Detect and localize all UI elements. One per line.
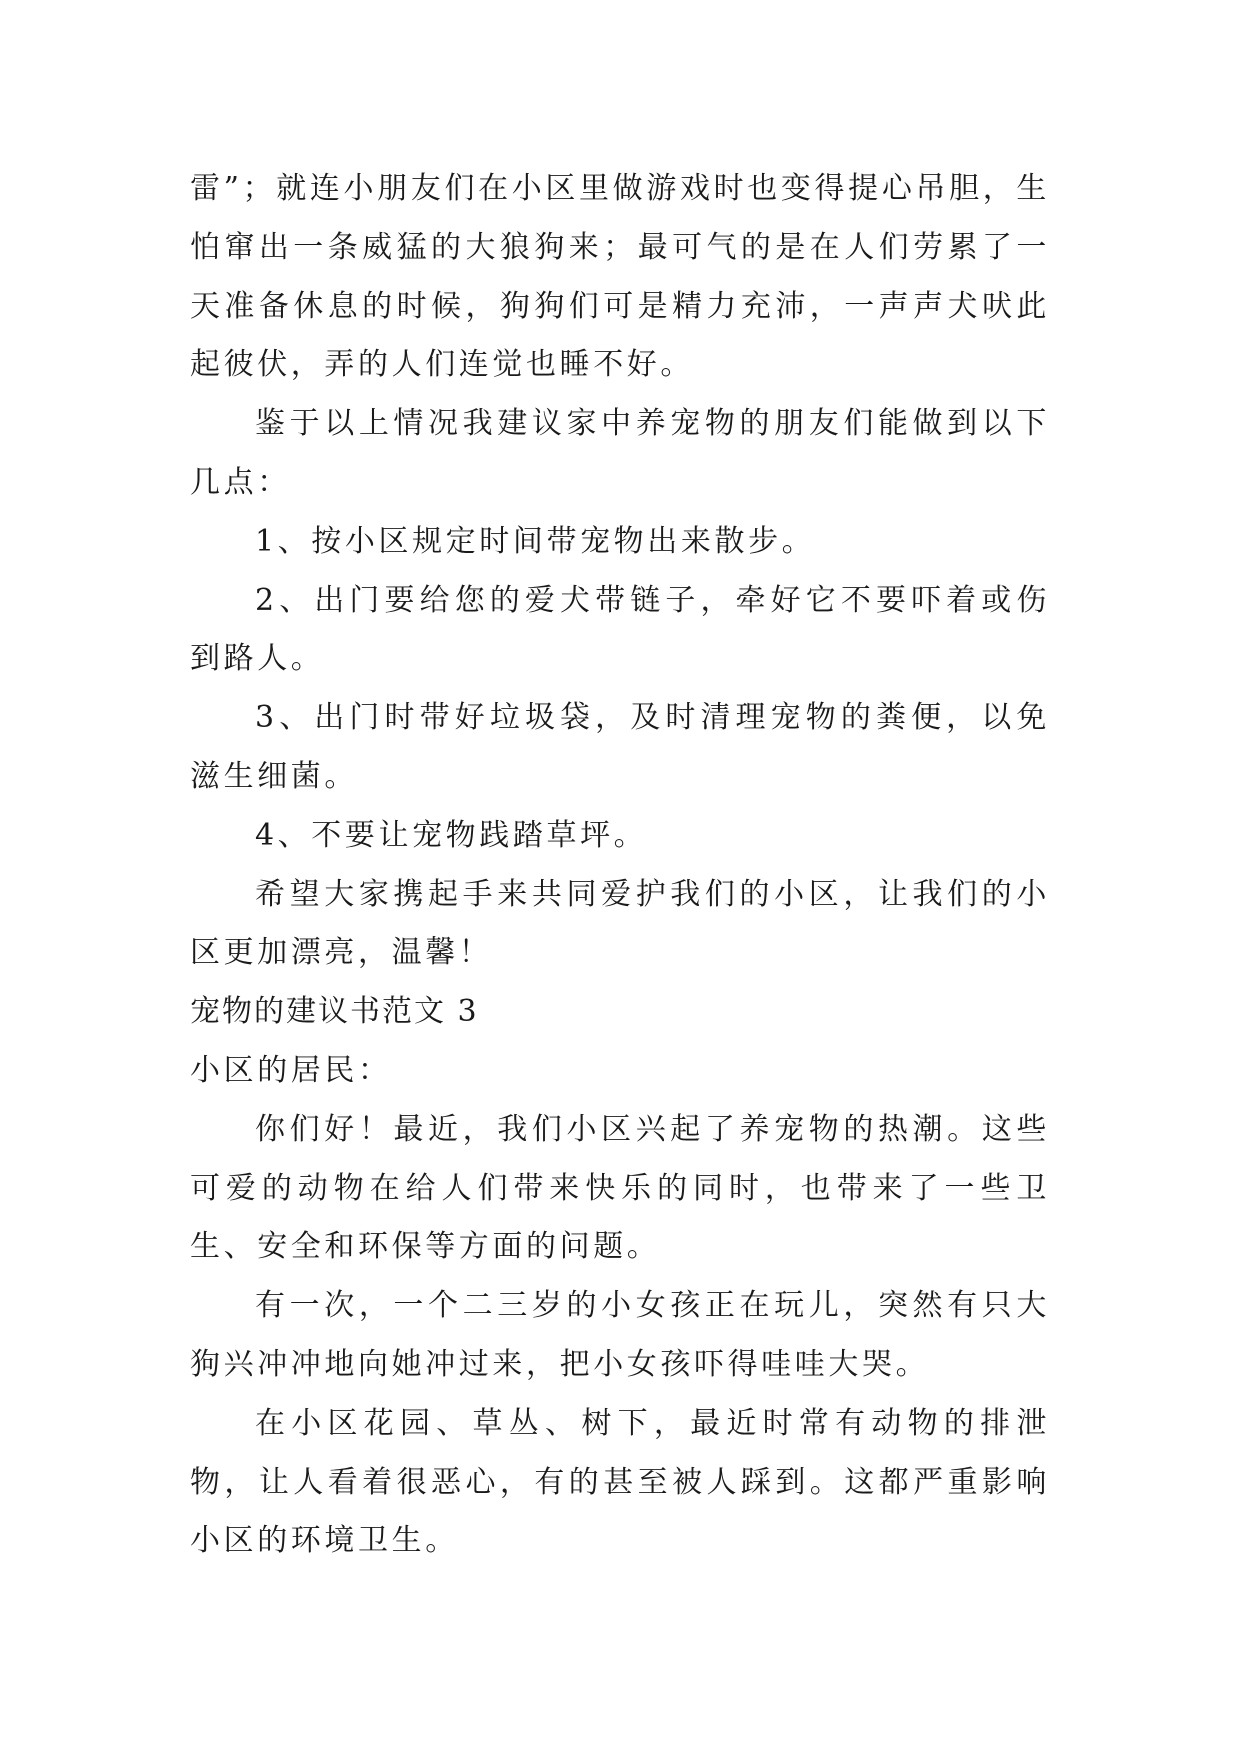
list-item-3: 3、出门时带好垃圾袋，及时清理宠物的粪便，以免滋生细菌。 — [190, 700, 1050, 794]
section-heading: 宠物的建议书范文 3 — [190, 994, 479, 1030]
list-item-1: 1、按小区规定时间带宠物出来散步。 — [255, 523, 816, 559]
paragraph-incident: 有一次，一个二三岁的小女孩正在玩儿，突然有只大狗兴冲冲地向她冲过来，把小女孩吓得哇哇大哭。 — [190, 1288, 1050, 1382]
document-body — [190, 160, 1050, 1571]
salutation: 小区的居民： — [190, 1052, 392, 1088]
list-item-2: 2、出门要给您的爱犬带链子，牵好它不要吓着或伤到路人。 — [190, 582, 1050, 677]
paragraph-suggestion-intro: 鉴于以上情况我建议家中养宠物的朋友们能做到以下几点： — [190, 406, 1050, 500]
paragraph-hygiene: 在小区花园、草丛、树下，最近时常有动物的排泄物，让人看着很恶心，有的甚至被人踩到。这都严重影响小区的环境卫生。 — [190, 1405, 1050, 1559]
paragraph-continuation: 雷”；就连小朋友们在小区里做游戏时也变得提心吊胆，生怕窜出一条威猛的大狼狗来；最可气的是在人们劳累了一天准备休息的时候，狗狗们可是精力充沛，一声声犬吠此起彼伏，弄的人们连觉也睡不好。 — [190, 171, 1050, 383]
list-item-4: 4、不要让宠物践踏草坪。 — [255, 817, 648, 853]
paragraph-greeting: 你们好！最近，我们小区兴起了养宠物的热潮。这些可爱的动物在给人们带来快乐的同时，也带来了一些卫生、安全和环保等方面的问题。 — [190, 1111, 1050, 1265]
paragraph-closing: 希望大家携起手来共同爱护我们的小区，让我们的小区更加漂亮，温馨！ — [190, 876, 1050, 971]
